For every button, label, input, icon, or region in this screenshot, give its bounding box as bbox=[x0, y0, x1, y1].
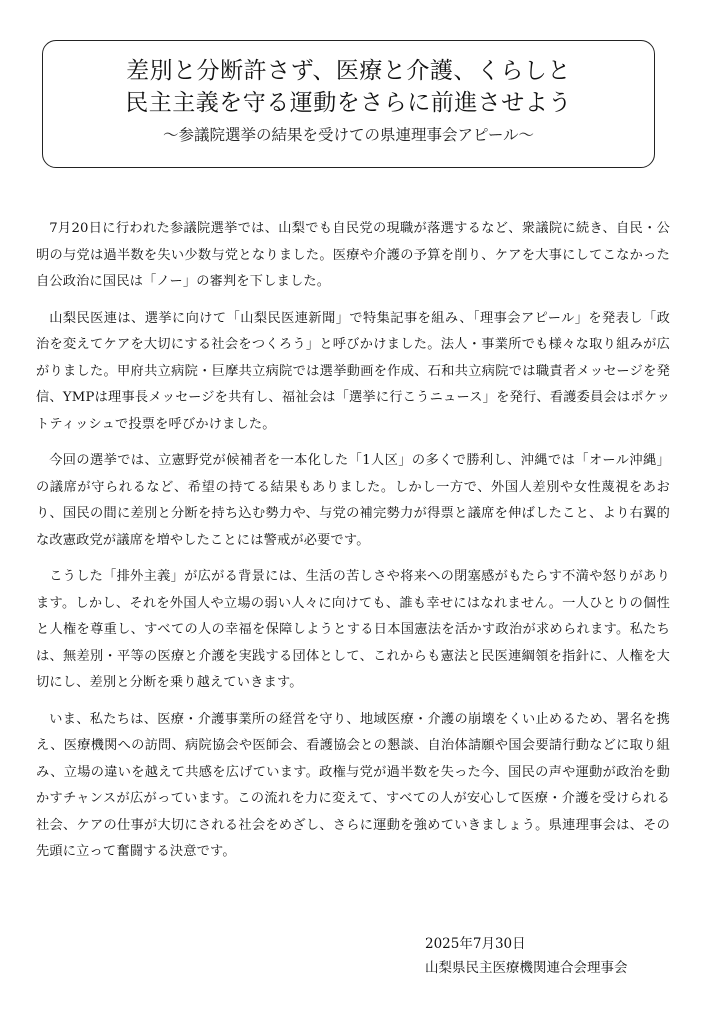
title-box bbox=[42, 40, 655, 168]
paragraph-campaign-activities: 山梨民医連は、選挙に向けて「山梨民医連新聞」で特集記事を組み、「理事会アピール」を発表し「政治を変えてケアを大切にする社会をつくろう」と呼びかけました。法人・事業所でも様々な取り組みが広がりました。甲府共立病院・巨摩共立病院では選挙動画を作成、石和共立病院では職責者メッセージを発信、YMPは理事長メッセージを共有し、福祉会は「選挙に行こうニュース」を発行、看護委員会はポケットティッシュで投票を呼びかけました。 bbox=[36, 310, 670, 432]
page-title-line-2: 民主主義を守る運動をさらに前進させよう bbox=[125, 90, 572, 116]
paragraph-election-analysis: 今回の選挙では、立憲野党が候補者を一本化した「1人区」の多くで勝利し、沖縄では「オール沖縄」の議席が守られるなど、希望の持てる結果もありました。しかし一方で、外国人差別や女性蔑視をあおり、国民の間に差別と分断を持ち込む勢力や、与党の補完勢力が得票と議席を伸ばしたこと、より右翼的な改憲政党が議席を増やしたことには警戒が必要です。 bbox=[36, 453, 670, 548]
paragraph-election-result: 7月20日に行われた参議院選挙では、山梨でも自民党の現職が落選するなど、衆議院に続き、自民・公明の与党は過半数を失い少数与党となりました。医療や介護の予算を削り、ケアを大事にしてこなかった自公政治に国民は「ノー」の審判を下しました。 bbox=[36, 221, 670, 289]
signature-date: 2025年7月30日 bbox=[425, 936, 526, 952]
page-title-line-1: 差別と分断許さず、医療と介護、くらしと bbox=[126, 58, 571, 84]
paragraph-movement: いま、私たちは、医療・介護事業所の経営を守り、地域医療・介護の崩壊をくい止めるため、署名を携え、医療機関への訪問、病院協会や医師会、看護協会との懇談、自治体請願や国会要請行動などに取り組み、立場の違いを越えて共感を広げています。政権与党が過半数を失った今、国民の声や運動が政治を動かすチャンスが広がっています。この流れを力に変えて、すべての人が安心して医療・介護を受けられる社会、ケアの仕事が大切にされる社会をめざし、さらに運動を強めていきましょう。県連理事会は、その先頭に立って奮闘する決意です。 bbox=[36, 711, 670, 859]
appeal-body bbox=[36, 216, 670, 876]
paragraph-exclusionism: こうした「排外主義」が広がる背景には、生活の苦しさや将来への閉塞感がもたらす不満や怒りがあります。しかし、それを外国人や立場の弱い人々に向けても、誰も幸せにはなれません。一人ひとりの個性と人権を尊重し、すべての人の幸福を保障しようとする日本国憲法を活かす政治が求められます。私たちは、無差別・平等の医療と介護を実践する団体として、これからも憲法と民医連綱領を指針に、人権を大切にし、差別と分断を乗り越えていきます。 bbox=[36, 569, 670, 690]
signature-organization: 山梨県民主医療機関連合会理事会 bbox=[425, 960, 628, 976]
page-subtitle: ～参議院選挙の結果を受けての県連理事会アピール～ bbox=[162, 126, 535, 144]
